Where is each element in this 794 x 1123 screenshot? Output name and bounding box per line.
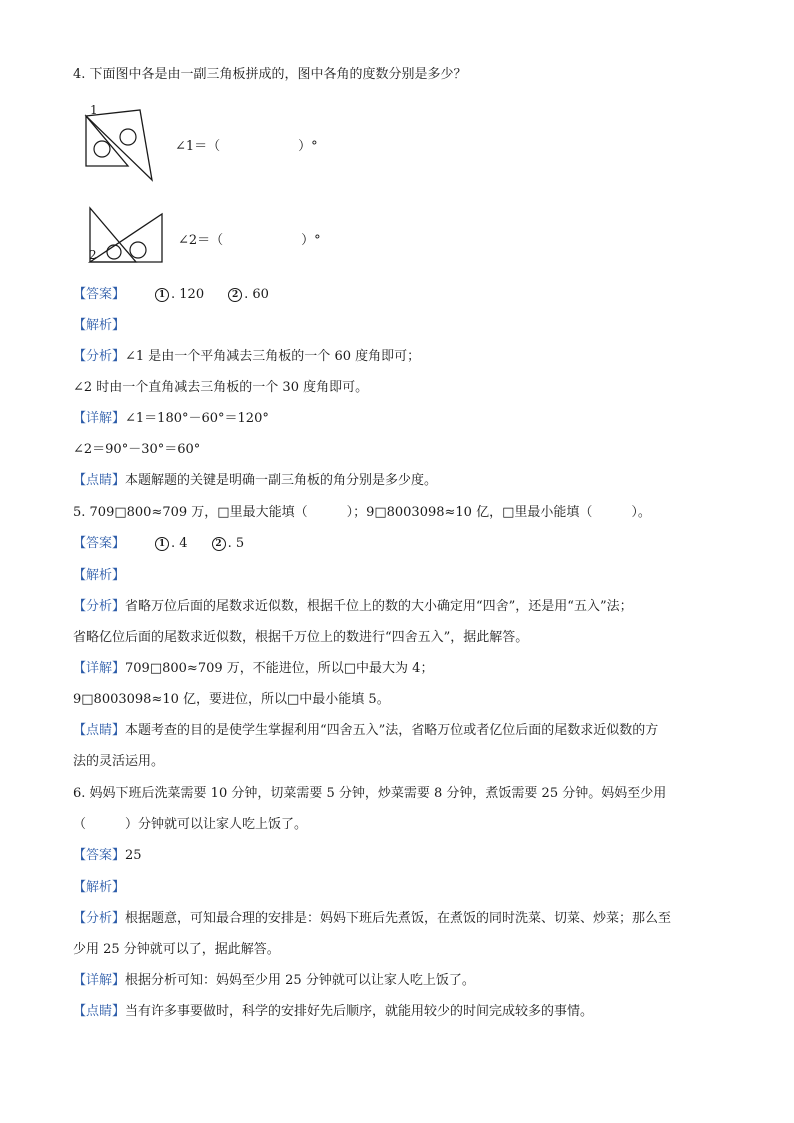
circled-2: 2 [228, 288, 242, 302]
dianjing-tag: 【点睛】 [73, 473, 126, 488]
q6-question-2: （ ）分钟就可以让家人吃上饭了。 [73, 817, 308, 832]
q4-question: 4. 下面图中各是由一副三角板拼成的，图中各角的度数分别是多少？ [73, 67, 467, 82]
circled-2: 2 [212, 537, 226, 551]
q6-fenxi-1 [73, 910, 671, 928]
xiangjie-text: 根据分析可知：妈妈至少用 25 分钟就可以让家人吃上饭了。 [125, 973, 475, 988]
q5-jiexi: 【解析】 [73, 568, 126, 583]
q5-fenxi-1 [73, 598, 633, 616]
answer-value-2: . 5 [227, 536, 245, 551]
q5-dianjing-2: 法的灵活运用。 [73, 754, 165, 769]
answer-value-2: . 60 [244, 287, 269, 302]
dianjing-tag: 【点睛】 [73, 723, 126, 738]
answer-tag: 【答案】 [73, 536, 126, 551]
q6-answer [73, 847, 142, 865]
circled-1: 1 [155, 288, 169, 302]
angle2-prefix: ∠2＝（ [178, 233, 224, 248]
q5-question: 5. 709□800≈709 万，□里最大能填（ ）；9□8003098≈10 亿，□里最小能填（ ）。 [73, 505, 651, 520]
q6-dianjing [73, 1003, 593, 1021]
q5-fenxi-2: 省略亿位后面的尾数求近似数，根据千万位上的数进行“四舍五入”，据此解答。 [73, 630, 529, 645]
xiangjie-tag: 【详解】 [73, 661, 126, 676]
q5-xiangjie-2: 9□8003098≈10 亿，要进位，所以□中最小能填 5。 [73, 692, 390, 707]
figure-1-triangles [80, 102, 160, 184]
angle1-suffix: ）° [298, 139, 318, 154]
fenxi-tag: 【分析】 [73, 599, 126, 614]
q4-dianjing [73, 472, 437, 490]
q6-question-1: 6. 妈妈下班后洗菜需要 10 分钟，切菜需要 5 分钟，炒菜需要 8 分钟，煮饭需要 25 分钟。妈妈至少用 [73, 786, 667, 801]
angle1-prefix: ∠1＝（ [175, 139, 221, 154]
q4-fenxi-1 [73, 348, 420, 366]
answer-tag: 【答案】 [73, 287, 126, 302]
fenxi-tag: 【分析】 [73, 349, 126, 364]
xiangjie-tag: 【详解】 [73, 973, 126, 988]
fenxi-text: ∠1 是由一个平角减去三角板的一个 60 度角即可； [125, 349, 421, 364]
circled-1: 1 [155, 537, 169, 551]
q5-dianjing-1 [73, 722, 658, 740]
angle2-line [178, 229, 321, 248]
answer-value: 25 [125, 848, 142, 863]
xiangjie-text: 709□800≈709 万，不能进位，所以□中最大为 4； [125, 661, 434, 676]
xiangjie-text: ∠1＝180°－60°＝120° [125, 411, 269, 426]
answer-value-1: . 120 [171, 287, 205, 302]
q5-xiangjie-1 [73, 660, 433, 678]
angle2-suffix: ）° [301, 233, 321, 248]
fenxi-tag: 【分析】 [73, 911, 126, 926]
q4-fenxi-2: ∠2 时由一个直角减去三角板的一个 30 度角即可。 [73, 380, 369, 395]
q4-jiexi: 【解析】 [73, 318, 126, 333]
answer-value-1: . 4 [171, 536, 188, 551]
dianjing-text: 当有许多事要做时，科学的安排好先后顺序，就能用较少的时间完成较多的事情。 [125, 1004, 594, 1019]
dianjing-text: 本题解题的关键是明确一副三角板的角分别是多少度。 [125, 473, 438, 488]
q5-answer [73, 535, 244, 553]
figure-2-label: 2 [89, 248, 97, 262]
fenxi-text: 根据题意，可知最合理的安排是：妈妈下班后先煮饭，在煮饭的同时洗菜、切菜、炒菜；那么至 [125, 911, 672, 926]
figure-1-label: 1 [90, 103, 98, 117]
figure-2-triangles [84, 204, 170, 266]
angle1-line [175, 135, 318, 154]
q6-jiexi: 【解析】 [73, 880, 126, 895]
q4-answer [73, 286, 269, 304]
dianjing-text: 本题考查的目的是使学生掌握利用“四舍五入”法，省略万位或者亿位后面的尾数求近似数的方 [125, 723, 659, 738]
q4-xiangjie-1 [73, 410, 269, 428]
q6-xiangjie [73, 972, 475, 990]
q4-xiangjie-2: ∠2＝90°－30°＝60° [73, 442, 201, 457]
answer-tag: 【答案】 [73, 848, 126, 863]
xiangjie-tag: 【详解】 [73, 411, 126, 426]
fenxi-text: 省略万位后面的尾数求近似数，根据千位上的数的大小确定用“四舍”，还是用“五入”法； [125, 599, 633, 614]
q6-fenxi-2: 少用 25 分钟就可以了，据此解答。 [73, 942, 280, 957]
dianjing-tag: 【点睛】 [73, 1004, 126, 1019]
